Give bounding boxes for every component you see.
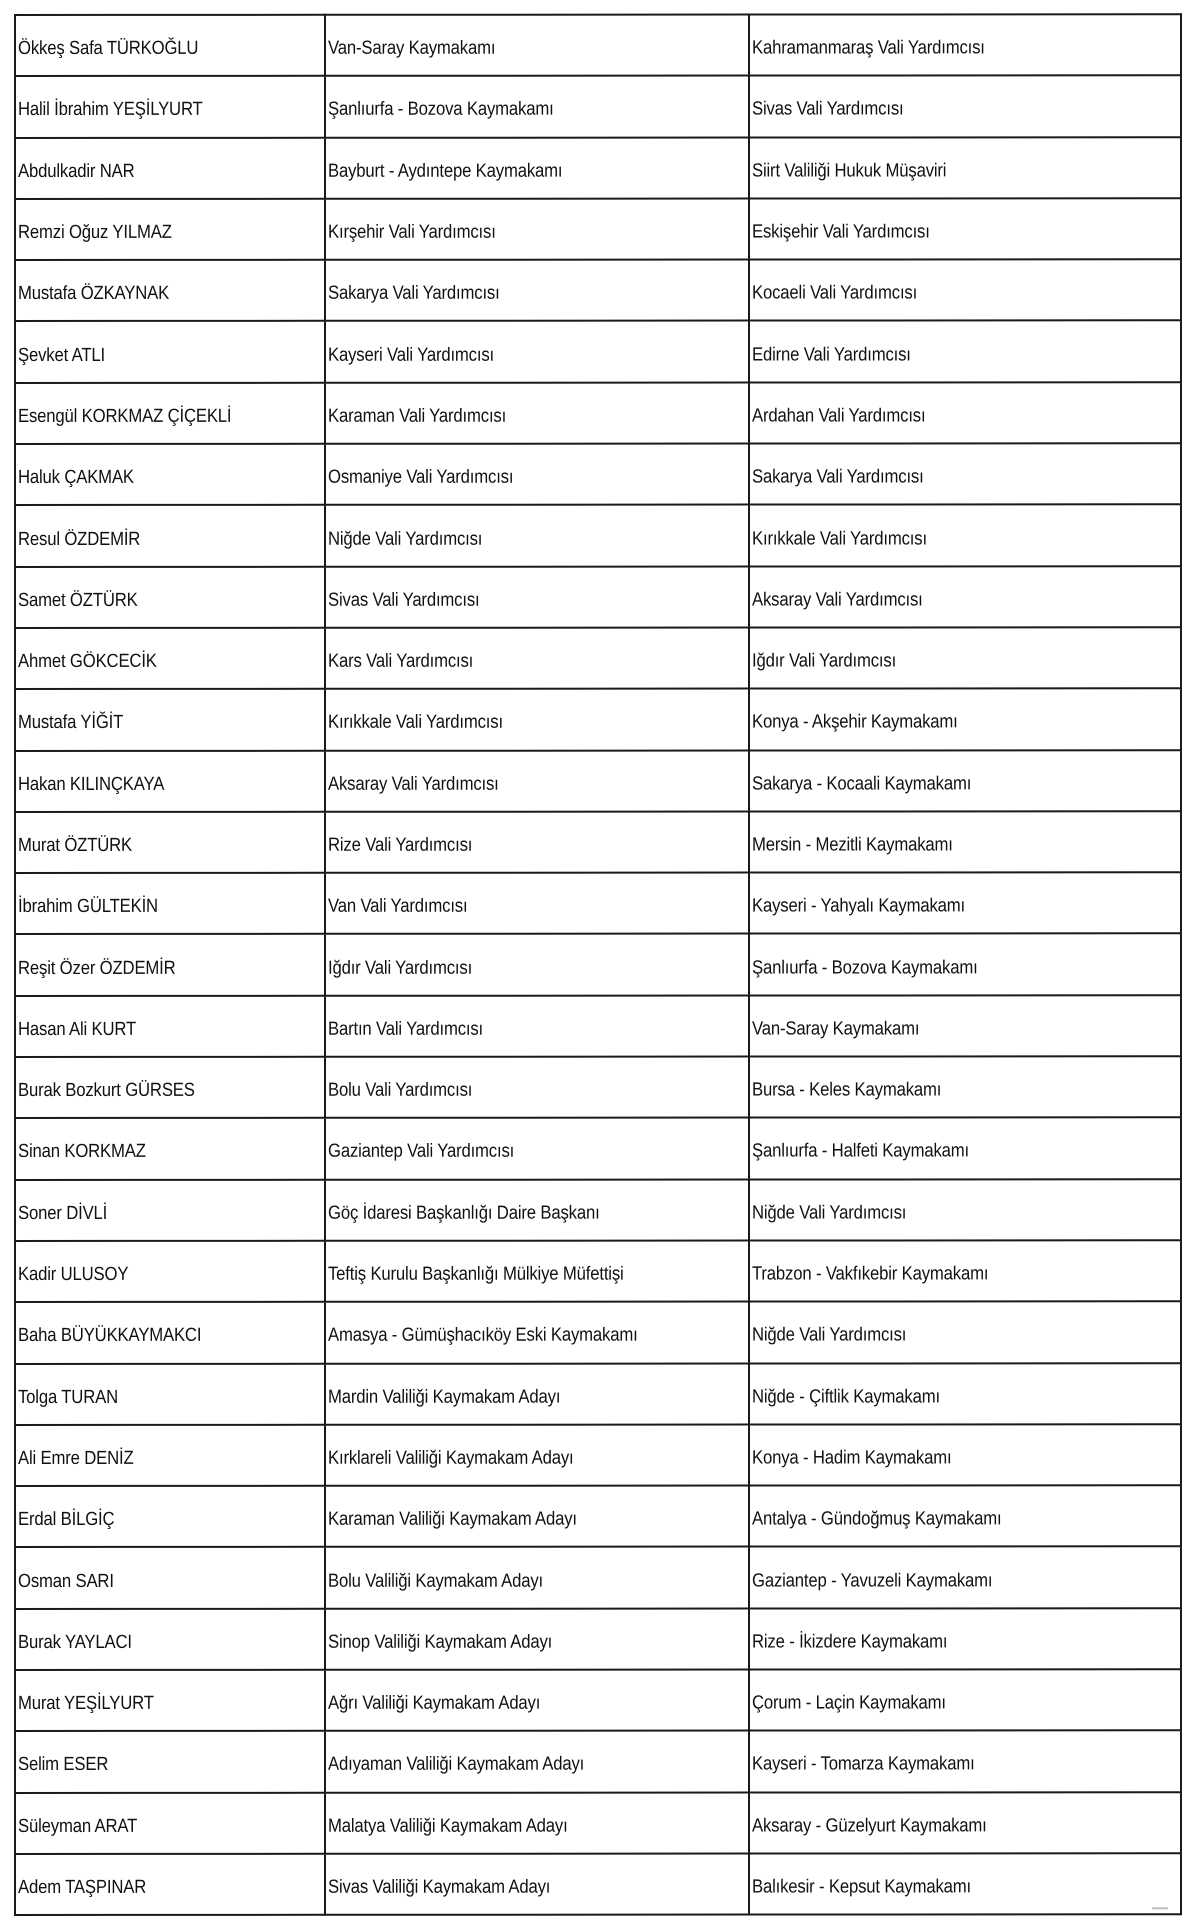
new-post-cell <box>749 321 1181 383</box>
person-name-cell <box>15 996 325 1057</box>
new-post-cell <box>749 1424 1181 1486</box>
person-name-cell <box>15 260 325 321</box>
current-post-cell <box>325 137 749 199</box>
new-post-cell <box>749 1179 1181 1241</box>
person-name-cell <box>15 1854 325 1915</box>
current-post-cell <box>325 15 749 77</box>
person-name: Esengül KORKMAZ ÇİÇEKLİ <box>18 405 232 427</box>
person-name: Sinan KORKMAZ <box>18 1141 146 1163</box>
new-post: Siirt Valiliği Hukuk Müşaviri <box>752 160 947 182</box>
person-name-cell <box>15 812 325 873</box>
person-name: Resul ÖZDEMİR <box>18 528 141 550</box>
person-name-cell <box>15 15 325 76</box>
new-post-cell <box>749 934 1181 996</box>
table-row <box>15 566 1181 628</box>
new-post: Gaziantep - Yavuzeli Kaymakamı <box>752 1569 993 1592</box>
current-post-cell <box>325 260 749 322</box>
new-post: Niğde - Çiftlik Kaymakamı <box>752 1386 940 1408</box>
current-post: Amasya - Gümüşhacıköy Eski Kaymakamı <box>328 1324 638 1347</box>
person-name: Hasan Ali KURT <box>18 1018 137 1040</box>
new-post-cell <box>749 872 1181 934</box>
new-post: Sivas Vali Yardımcısı <box>752 98 904 120</box>
table-row <box>15 750 1181 812</box>
table-row <box>15 1056 1181 1118</box>
person-name: Erdal BİLGİÇ <box>18 1509 115 1531</box>
new-post-cell <box>749 1792 1181 1854</box>
current-post-cell <box>325 1670 749 1732</box>
person-name: Ali Emre DENİZ <box>18 1447 134 1469</box>
person-name-cell <box>15 1425 325 1486</box>
assignments-table-body <box>15 14 1181 1915</box>
new-post: Antalya - Gündoğmuş Kaymakamı <box>752 1508 1002 1530</box>
table-row <box>15 1363 1181 1425</box>
current-post-cell <box>325 76 749 138</box>
current-post: Karaman Valiliği Kaymakam Adayı <box>328 1508 577 1531</box>
new-post: Ardahan Vali Yardımcısı <box>752 405 926 427</box>
person-name-cell <box>15 1118 325 1179</box>
person-name-cell <box>15 76 325 137</box>
current-post: Kırklareli Valiliği Kaymakam Adayı <box>328 1447 574 1469</box>
new-post: Eskişehir Vali Yardımcısı <box>752 221 930 243</box>
current-post-cell <box>325 1547 749 1609</box>
new-post-cell <box>749 1608 1181 1670</box>
new-post: Konya - Hadim Kaymakamı <box>752 1447 952 1469</box>
person-name: İbrahim GÜLTEKİN <box>18 896 158 918</box>
person-name: Tolga TURAN <box>18 1386 118 1408</box>
current-post: Şanlıurfa - Bozova Kaymakamı <box>328 99 554 121</box>
current-post: Karaman Vali Yardımcısı <box>328 405 507 427</box>
table-row <box>15 1118 1181 1180</box>
person-name-cell <box>15 1241 325 1302</box>
person-name: Burak Bozkurt GÜRSES <box>18 1080 195 1102</box>
current-post-cell <box>325 873 749 935</box>
current-post: Sivas Valiliği Kaymakam Adayı <box>328 1876 551 1898</box>
person-name: Selim ESER <box>18 1754 109 1776</box>
table-row <box>15 872 1181 934</box>
new-post: Kırıkkale Vali Yardımcısı <box>752 527 927 550</box>
person-name-cell <box>15 137 325 198</box>
new-post: Kahramanmaraş Vali Yardımcısı <box>752 37 985 59</box>
person-name-cell <box>15 566 325 627</box>
person-name-cell <box>15 1792 325 1853</box>
person-name: Şevket ATLI <box>18 344 105 366</box>
new-post-cell <box>749 1363 1181 1425</box>
new-post-cell <box>749 689 1181 751</box>
current-post-cell <box>325 1486 749 1548</box>
new-post: Kayseri - Tomarza Kaymakamı <box>752 1753 975 1776</box>
person-name-cell <box>15 1547 325 1608</box>
new-post-cell <box>749 443 1181 505</box>
person-name-cell <box>15 750 325 811</box>
person-name: Remzi Oğuz YILMAZ <box>18 221 172 244</box>
current-post: Kırıkkale Vali Yardımcısı <box>328 712 503 734</box>
person-name-cell <box>15 1179 325 1240</box>
current-post: Osmaniye Vali Yardımcısı <box>328 466 514 489</box>
current-post: Rize Vali Yardımcısı <box>328 834 473 856</box>
new-post: Konya - Akşehir Kaymakamı <box>752 711 958 733</box>
current-post: Niğde Vali Yardımcısı <box>328 528 483 550</box>
person-name-cell <box>15 444 325 505</box>
current-post: Gaziantep Vali Yardımcısı <box>328 1141 515 1163</box>
new-post: Şanlıurfa - Bozova Kaymakamı <box>752 957 978 979</box>
person-name: Kadir ULUSOY <box>18 1264 129 1286</box>
new-post-cell <box>749 627 1181 689</box>
table-row <box>15 14 1181 76</box>
new-post-cell <box>749 1118 1181 1180</box>
current-post: Aksaray Vali Yardımcısı <box>328 773 499 795</box>
current-post: Van-Saray Kaymakamı <box>328 37 496 59</box>
new-post-cell <box>749 1547 1181 1609</box>
new-post: Çorum - Laçin Kaymakamı <box>752 1692 946 1714</box>
person-name-cell <box>15 1731 325 1792</box>
new-post: Niğde Vali Yardımcısı <box>752 1324 907 1346</box>
current-post-cell <box>325 198 749 260</box>
current-post: Van Vali Yardımcısı <box>328 896 468 918</box>
table-row <box>15 505 1181 567</box>
person-name: Ahmet GÖKCECİK <box>18 651 157 673</box>
current-post-cell <box>325 1731 749 1793</box>
new-post-cell <box>749 1240 1181 1302</box>
person-name-cell <box>15 628 325 689</box>
current-post-cell <box>325 321 749 383</box>
current-post-cell <box>325 995 749 1057</box>
new-post: Sakarya - Kocaali Kaymakamı <box>752 773 972 795</box>
table-row <box>15 1240 1181 1302</box>
table-row <box>15 443 1181 505</box>
current-post: Mardin Valiliği Kaymakam Adayı <box>328 1386 561 1408</box>
new-post-cell <box>749 14 1181 76</box>
new-post-cell <box>749 1853 1181 1915</box>
current-post: Sinop Valiliği Kaymakam Adayı <box>328 1631 553 1653</box>
current-post: Teftiş Kurulu Başkanlığı Mülkiye Müfettişi <box>328 1263 624 1285</box>
current-post-cell <box>325 750 749 812</box>
current-post-cell <box>325 1363 749 1425</box>
person-name: Murat YEŞİLYURT <box>18 1693 154 1715</box>
table-row <box>15 1853 1181 1915</box>
new-post: Mersin - Mezitli Kaymakamı <box>752 834 953 856</box>
person-name: Ökkeş Safa TÜRKOĞLU <box>18 38 199 60</box>
current-post-cell <box>325 1792 749 1854</box>
person-name-cell <box>15 873 325 934</box>
table-row <box>15 1302 1181 1364</box>
current-post-cell <box>325 444 749 506</box>
person-name: Murat ÖZTÜRK <box>18 834 133 856</box>
current-post: Bartın Vali Yardımcısı <box>328 1018 484 1040</box>
new-post: Rize - İkizdere Kaymakamı <box>752 1631 948 1653</box>
new-post-cell <box>749 1056 1181 1118</box>
current-post-cell <box>325 1057 749 1119</box>
table-row <box>15 1608 1181 1670</box>
current-post-cell <box>325 689 749 751</box>
new-post-cell <box>749 76 1181 138</box>
current-post-cell <box>325 566 749 628</box>
table-row <box>15 995 1181 1057</box>
person-name-cell <box>15 383 325 444</box>
person-name: Baha BÜYÜKKAYMAKCI <box>18 1325 202 1347</box>
person-name-cell <box>15 1670 325 1731</box>
new-post: Kocaeli Vali Yardımcısı <box>752 282 918 304</box>
current-post-cell <box>325 628 749 690</box>
person-name: Süleyman ARAT <box>18 1815 138 1837</box>
new-post: Trabzon - Vakfıkebir Kaymakamı <box>752 1263 989 1285</box>
person-name-cell <box>15 934 325 995</box>
new-post-cell <box>749 566 1181 628</box>
table-row <box>15 321 1181 383</box>
new-post-cell <box>749 1731 1181 1793</box>
new-post: Aksaray Vali Yardımcısı <box>752 589 923 611</box>
table-row <box>15 811 1181 873</box>
new-post-cell <box>749 811 1181 873</box>
person-name: Adem TAŞPINAR <box>18 1876 147 1899</box>
current-post: Kırşehir Vali Yardımcısı <box>328 221 496 243</box>
new-post-cell <box>749 750 1181 812</box>
table-row <box>15 1669 1181 1731</box>
new-post-cell <box>749 137 1181 199</box>
current-post: Ağrı Valiliği Kaymakam Adayı <box>328 1692 541 1714</box>
new-post: Bursa - Keles Kaymakamı <box>752 1079 942 1101</box>
current-post-cell <box>325 1179 749 1241</box>
table-row <box>15 198 1181 260</box>
table-row <box>15 1485 1181 1547</box>
table-row <box>15 627 1181 689</box>
person-name-cell <box>15 321 325 382</box>
current-post-cell <box>325 1118 749 1180</box>
table-row <box>15 1424 1181 1486</box>
current-post: Kayseri Vali Yardımcısı <box>328 344 495 366</box>
new-post: Balıkesir - Kepsut Kaymakamı <box>752 1876 972 1898</box>
current-post: Göç İdaresi Başkanlığı Daire Başkanı <box>328 1202 600 1224</box>
current-post-cell <box>325 1853 749 1915</box>
new-post: Iğdır Vali Yardımcısı <box>752 650 897 672</box>
person-name-cell <box>15 689 325 750</box>
new-post-cell <box>749 1669 1181 1731</box>
current-post: Sivas Vali Yardımcısı <box>328 589 480 611</box>
table-row <box>15 689 1181 751</box>
table-row <box>15 137 1181 199</box>
new-post: Van-Saray Kaymakamı <box>752 1018 920 1040</box>
person-name: Halil İbrahim YEŞİLYURT <box>18 99 203 121</box>
person-name: Samet ÖZTÜRK <box>18 589 138 611</box>
current-post: Malatya Valiliği Kaymakam Adayı <box>328 1815 568 1837</box>
table-row <box>15 76 1181 138</box>
table-row <box>15 259 1181 321</box>
current-post-cell <box>325 505 749 567</box>
person-name: Soner DİVLİ <box>18 1202 108 1224</box>
new-post: Kayseri - Yahyalı Kaymakamı <box>752 895 966 917</box>
new-post-cell <box>749 259 1181 321</box>
current-post: Bayburt - Aydıntepe Kaymakamı <box>328 160 563 182</box>
person-name-cell <box>15 1609 325 1670</box>
person-name-cell <box>15 1302 325 1363</box>
table-row <box>15 1179 1181 1241</box>
table-row <box>15 1731 1181 1793</box>
table-row <box>15 1792 1181 1854</box>
scan-edge-mark <box>1152 1907 1168 1909</box>
current-post: Iğdır Vali Yardımcısı <box>328 957 473 979</box>
new-post: Niğde Vali Yardımcısı <box>752 1202 907 1224</box>
person-name-cell <box>15 1057 325 1118</box>
person-name: Haluk ÇAKMAK <box>18 467 134 489</box>
person-name-cell <box>15 199 325 260</box>
person-name-cell <box>15 505 325 566</box>
table-row <box>15 934 1181 996</box>
person-name: Burak YAYLACI <box>18 1631 132 1653</box>
new-post: Sakarya Vali Yardımcısı <box>752 466 924 488</box>
person-name: Reşit Özer ÖZDEMİR <box>18 957 176 979</box>
new-post: Şanlıurfa - Halfeti Kaymakamı <box>752 1140 969 1163</box>
person-name: Osman SARI <box>18 1570 114 1592</box>
person-name: Abdulkadir NAR <box>18 160 135 182</box>
person-name-cell <box>15 1363 325 1424</box>
new-post-cell <box>749 505 1181 567</box>
current-post: Bolu Vali Yardımcısı <box>328 1079 473 1101</box>
current-post: Kars Vali Yardımcısı <box>328 650 474 672</box>
new-post-cell <box>749 382 1181 444</box>
current-post-cell <box>325 1424 749 1486</box>
current-post: Bolu Valiliği Kaymakam Adayı <box>328 1570 544 1592</box>
new-post-cell <box>749 1302 1181 1364</box>
current-post-cell <box>325 934 749 996</box>
current-post-cell <box>325 382 749 444</box>
new-post-cell <box>749 198 1181 260</box>
person-name: Mustafa ÖZKAYNAK <box>18 283 170 305</box>
current-post-cell <box>325 811 749 873</box>
current-post: Adıyaman Valiliği Kaymakam Adayı <box>328 1754 585 1776</box>
current-post: Sakarya Vali Yardımcısı <box>328 283 500 305</box>
table-row <box>15 382 1181 444</box>
current-post-cell <box>325 1240 749 1302</box>
person-name-cell <box>15 1486 325 1547</box>
current-post-cell <box>325 1302 749 1364</box>
new-post-cell <box>749 1485 1181 1547</box>
person-name: Mustafa YİĞİT <box>18 712 124 734</box>
scanned-page <box>14 13 1180 1914</box>
table-row <box>15 1547 1181 1609</box>
new-post-cell <box>749 995 1181 1057</box>
person-name: Hakan KILINÇKAYA <box>18 773 165 795</box>
new-post: Edirne Vali Yardımcısı <box>752 344 911 366</box>
current-post-cell <box>325 1608 749 1670</box>
new-post: Aksaray - Güzelyurt Kaymakamı <box>752 1815 987 1837</box>
assignments-table <box>14 13 1182 1916</box>
